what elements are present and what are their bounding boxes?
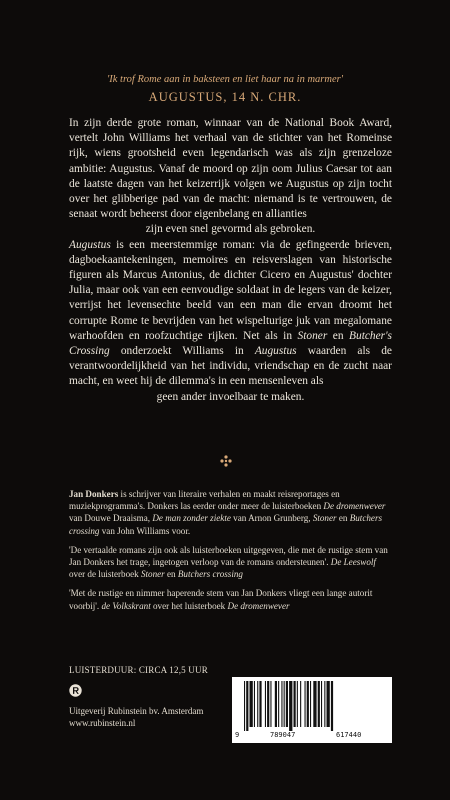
barcode-bar bbox=[250, 681, 253, 727]
barcode-bar bbox=[270, 681, 271, 727]
barcode-bar bbox=[284, 681, 285, 727]
epigraph-quote: 'Ik trof Rome aan in baksteen en liet haar na in marmer' bbox=[107, 74, 343, 85]
isbn-group-1: 789047 bbox=[270, 731, 296, 739]
synopsis-paragraph-2: Augustus is een meerstemmige roman: via de gefingeerde brieven, dagboekaantekeningen, memoires en reisverslagen van historische figuren als Marcus Antonius, de dichter Cicero en Augustus' dochter Julia, maar ook van een eenvoudige soldaat in de legers van de keizer, verrijst het levensechte beeld van een man die ervan droomt het corrupte Rome te bevrijden van het wispelturige juk van megalomane warhoofden en roofzuchtige rijken. Net als in Stoner en Butcher's Crossing onderzoekt Williams in Augustus waarden als de verantwoordelijkheid van het individu, vriendschap en de zucht naar macht, en weet hij de dilemma's in een mensenleven als bbox=[69, 238, 393, 388]
barcode-bar bbox=[254, 681, 255, 727]
barcode-bar bbox=[294, 681, 296, 727]
narrator-info bbox=[69, 488, 392, 619]
barcode-bar bbox=[278, 681, 279, 727]
synopsis bbox=[69, 116, 392, 405]
barcode-bar bbox=[265, 681, 266, 727]
narrator-bio: Jan Donkers is schrijver van literaire verhalen en maakt reisreportages en muziekprogramma's. Donkers las eerder onder meer de luisterboeken De dromenwever van Douwe Draaisma, De man zonder ziekte van Arnon Grunberg, Stoner en Butchers crossing van John Williams voor. bbox=[69, 489, 386, 536]
barcode-bar bbox=[244, 681, 245, 731]
isbn-barcode bbox=[232, 677, 392, 743]
listening-duration: LUISTERDUUR: CIRCA 12,5 UUR bbox=[69, 665, 208, 675]
barcode-bar bbox=[267, 681, 269, 727]
barcode-bar bbox=[286, 681, 288, 727]
barcode-digits bbox=[232, 731, 392, 741]
barcode-bar bbox=[313, 681, 316, 727]
review-quote-1: 'De vertaalde romans zijn ook als luisterboeken uitgegeven, die met de rustige stem van Jan Donkers het trage, ingetogen verloop van de romans ondersteunen'. De Leeswolf over de luisterboek Stoner en Butchers crossing bbox=[69, 544, 388, 580]
barcode-bar bbox=[321, 681, 322, 727]
isbn-group-2: 617440 bbox=[336, 731, 362, 739]
barcode-bar bbox=[246, 681, 248, 731]
barcode-bar bbox=[259, 681, 261, 727]
barcode-bar bbox=[297, 681, 298, 727]
isbn-first-digit: 9 bbox=[235, 731, 240, 739]
review-quote-2: 'Met de rustige en nimmer haperende stem van Jan Donkers vliegt een lange autorit voorbij'. de Volkskrant over het luisterboek De dromenwever bbox=[69, 588, 373, 611]
publisher-name: Uitgeverij Rubinstein bv. Amsterdam bbox=[69, 706, 204, 716]
barcode-bar bbox=[310, 681, 311, 727]
barcode-bar bbox=[289, 681, 292, 731]
ornament-icon bbox=[220, 455, 232, 467]
barcode-bar bbox=[305, 681, 306, 727]
barcode-bar bbox=[318, 681, 320, 727]
publisher-logo-icon bbox=[69, 684, 82, 697]
barcode-bar bbox=[257, 681, 258, 727]
publisher-info bbox=[69, 705, 203, 729]
barcode-bar bbox=[327, 681, 330, 727]
synopsis-paragraph-1: In zijn derde grote roman, winnaar van de National Book Award, vertelt John Williams het verhaal van de stichter van het Romeinse rijk, wiens grootsheid even legendarisch was als zijn grenzeloze ambitie: Augustus. Vanaf de moord op zijn oom Julius Caesar tot aan de laatste dagen van het keizerrijk volgen we Augustus op zijn tocht over het glibberige pad van de macht: niemand is te vertrouwen, de senaat wordt beheerst door eigenbelang en allianties bbox=[69, 117, 392, 221]
barcode-bar bbox=[324, 681, 325, 727]
barcode-bars bbox=[232, 677, 392, 731]
publisher-website[interactable]: www.rubinstein.nl bbox=[69, 718, 136, 728]
barcode-bar bbox=[300, 681, 301, 727]
synopsis-paragraph-1-end: zijn even snel gevormd als gebroken. bbox=[145, 223, 316, 236]
barcode-bar bbox=[331, 681, 333, 731]
barcode-bar bbox=[307, 681, 309, 727]
epigraph-author: AUGUSTUS, 14 N. CHR. bbox=[148, 90, 302, 104]
barcode-bar bbox=[275, 681, 277, 727]
synopsis-paragraph-2-end: geen ander invoelbaar te maken. bbox=[156, 390, 305, 403]
barcode-bar bbox=[281, 681, 282, 727]
